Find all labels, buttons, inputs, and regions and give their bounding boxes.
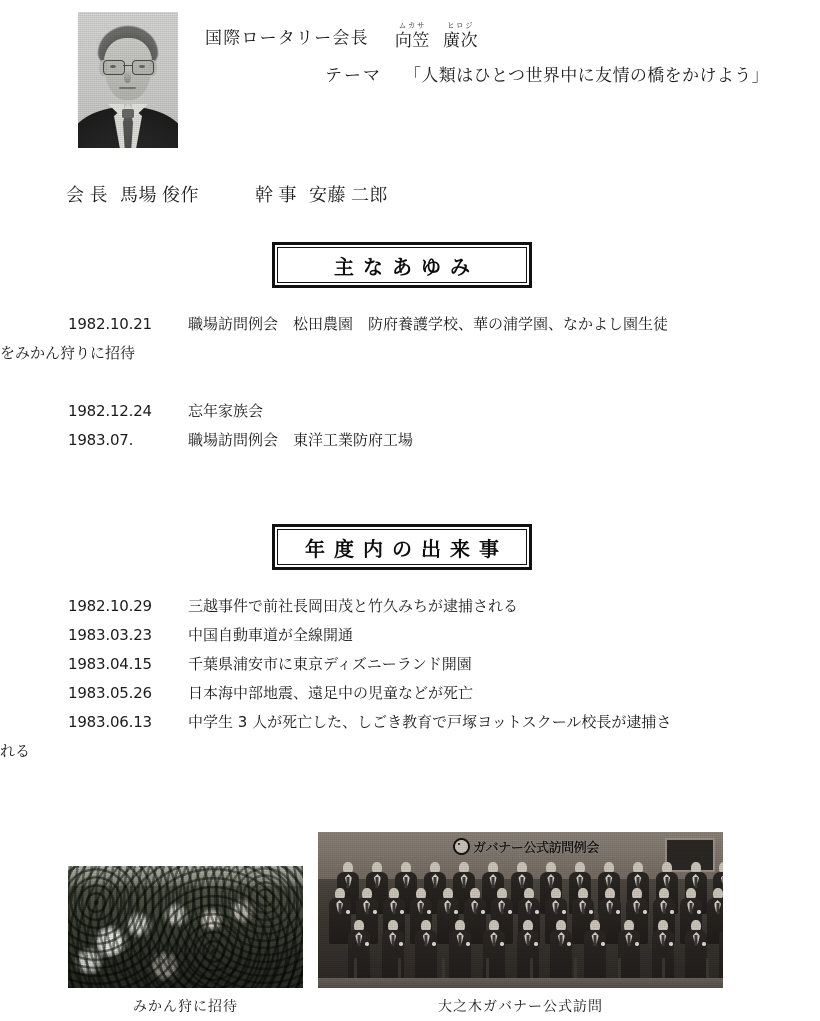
entry-row: [0, 592, 820, 621]
entry-text-line: 三越事件で前社長岡田茂と竹久みちが逮捕される: [188, 597, 519, 615]
club-officers-line: [66, 181, 388, 207]
entry-date: 1982.10.29: [68, 597, 152, 615]
photo-caption-group: 大之木ガバナー公式訪問: [438, 1000, 603, 1015]
section-heading-main-history: [272, 242, 532, 288]
section-heading-text: 主なあゆみ: [334, 254, 479, 279]
ri-president-givenname: [443, 22, 478, 49]
entry-date: 1983.04.15: [68, 655, 152, 673]
rotary-wheel-icon: [453, 838, 470, 855]
entry-date: 1983.03.23: [68, 626, 152, 644]
entry-date: 1983.06.13: [68, 713, 152, 731]
theme-label: テーマ: [325, 66, 382, 85]
club-secretary-name: 安藤 二郎: [309, 185, 388, 205]
theme-text: 「人類はひとつ世界中に友情の橋をかけよう」: [404, 66, 770, 85]
entry-date: 1983.07.: [68, 431, 134, 449]
entry-text-line: 日本海中部地震、遠足中の児童などが死亡: [188, 684, 474, 702]
club-president-title: 会 長: [66, 185, 108, 205]
entry-text-line: 忘年家族会: [188, 402, 264, 420]
section-heading-yearly-events: [272, 524, 532, 570]
photo-group-banner-text: ガバナー公式訪問例会: [472, 840, 599, 856]
photo-group-banner: [410, 836, 642, 856]
entry-text: [188, 626, 353, 644]
entry-date: 1982.12.24: [68, 402, 152, 420]
club-secretary-title: 幹 事: [255, 185, 297, 205]
entry-date: 1982.10.21: [68, 315, 152, 333]
photo-governor-visit-group: [318, 832, 723, 988]
entry-row: [0, 650, 820, 679]
photo-group-person: [713, 920, 723, 984]
photo-mikan-picking: [68, 866, 303, 988]
portrait-nose: [124, 70, 131, 83]
ri-president-label: 国際ロータリー会長: [205, 28, 369, 48]
club-president-name: 馬場 俊作: [120, 185, 199, 205]
entry-list-yearly-events: [0, 592, 820, 795]
header-block: [0, 0, 820, 170]
ri-president-surname-base: 向笠: [394, 30, 431, 50]
section-heading-inner-border: [277, 247, 527, 283]
entry-text-line: 職場訪問例会 東洋工業防府工場: [188, 431, 414, 449]
entry-row: [0, 679, 820, 708]
entry-text: [188, 655, 472, 673]
ri-president-givenname-ruby: ヒロジ: [446, 21, 475, 30]
entry-date: 1983.05.26: [68, 684, 152, 702]
glasses-lens-left: [103, 60, 125, 75]
entry-text: [188, 684, 473, 702]
entry-text: [188, 597, 518, 615]
photo-group-floor: [318, 978, 723, 988]
president-portrait-photo: [78, 12, 178, 148]
entry-text: [188, 431, 413, 449]
entry-row: [0, 397, 820, 426]
ri-president-surname-ruby: ムカサ: [398, 21, 427, 30]
entry-row: [0, 708, 820, 795]
section-heading-text: 年度内の出来事: [305, 536, 508, 561]
ri-president-givenname-base: 廣次: [443, 30, 479, 50]
ri-president-surname: [395, 22, 430, 49]
entry-row: [0, 426, 820, 455]
photo-mikan-foliage: [68, 866, 303, 988]
entry-row: [0, 621, 820, 650]
entry-list-main-history: [0, 310, 820, 455]
portrait-necktie-knot: [122, 109, 134, 118]
photo-caption-mikan: みかん狩に招待: [133, 1000, 238, 1015]
entry-text-line: 中学生 3 人が死亡した、しごき教育で戸塚ヨットスクール校長が逮捕さ: [188, 713, 672, 731]
entry-row: [0, 310, 820, 397]
section-heading-inner-border: [277, 529, 527, 565]
entry-text-line: 千葉県浦安市に東京ディズニーランド開園: [188, 655, 472, 673]
glasses-bridge: [123, 65, 132, 66]
glasses-lens-right: [132, 60, 154, 75]
theme-line: [325, 61, 769, 86]
entry-text-line: 中国自動車道が全線開通: [188, 626, 354, 644]
entry-text-continuation: れる: [0, 742, 31, 760]
ri-president-line: [205, 22, 478, 49]
entry-text-line: 職場訪問例会 松田農園 防府養護学校、華の浦学園、なかよし園生徒: [188, 315, 669, 333]
entry-text: [188, 402, 263, 420]
entry-text-continuation: をみかん狩りに招待: [0, 344, 136, 362]
